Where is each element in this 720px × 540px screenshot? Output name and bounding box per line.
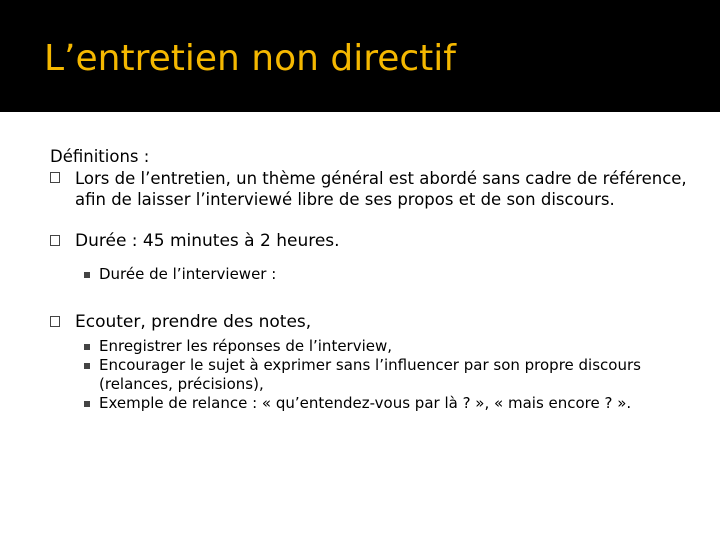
square-bullet-icon <box>84 401 90 407</box>
slide-content <box>50 146 690 413</box>
list-item <box>50 168 690 210</box>
sub-list-item <box>84 394 690 413</box>
sub-list <box>50 265 690 284</box>
sub-list-item-text: Durée de l’interviewer : <box>99 265 277 283</box>
list-item-text: Durée : 45 minutes à 2 heures. <box>75 231 340 251</box>
list-item-text: Ecouter, prendre des notes, <box>75 312 312 332</box>
sub-list-item <box>84 265 690 284</box>
list-item <box>50 312 690 333</box>
square-bullet-icon <box>84 363 90 369</box>
list-item <box>50 231 690 252</box>
slide-title: L’entretien non directif <box>44 38 456 79</box>
sub-list <box>50 337 690 413</box>
sub-list-item-text: Enregistrer les réponses de l’interview, <box>99 337 393 355</box>
sub-list-item <box>84 337 690 356</box>
box-bullet-icon <box>50 316 60 327</box>
title-bar <box>0 0 720 112</box>
sub-list-item <box>84 356 690 394</box>
box-bullet-icon <box>50 235 60 246</box>
list-item-text: Lors de l’entretien, un thème général est abordé sans cadre de référence, afin de laisser l’interviewé libre de ses propos et de son discours. <box>75 169 687 209</box>
square-bullet-icon <box>84 344 90 350</box>
definitions-label: Définitions : <box>50 147 150 166</box>
square-bullet-icon <box>84 272 90 278</box>
sub-list-item-text: Encourager le sujet à exprimer sans l’influencer par son propre discours (relances, précisions), <box>99 356 641 393</box>
sub-list-item-text: Exemple de relance : « qu’entendez-vous par là ? », « mais encore ? ». <box>99 394 632 412</box>
box-bullet-icon <box>50 172 60 183</box>
